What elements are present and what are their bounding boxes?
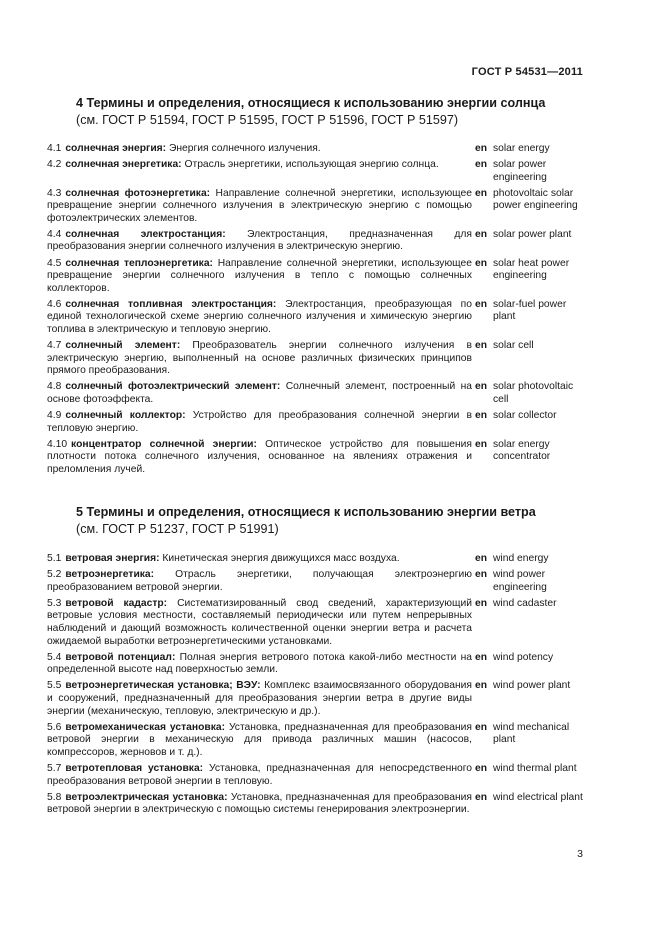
english-equivalent: photovoltaic solar power engineering xyxy=(493,187,578,212)
term-entry xyxy=(47,722,587,760)
term-definition-text: Установка, предназначенная для преобразования ветровой энергии в электрическую с помощью системы генерирования электроэнергии. xyxy=(47,791,472,816)
language-code: en xyxy=(475,187,488,199)
term-name: солнечный фотоэлектрический элемент: xyxy=(65,381,281,393)
language-code: en xyxy=(475,680,488,692)
term-name: концентратор солнечной энергии: xyxy=(71,438,257,450)
page-number: 3 xyxy=(577,848,583,860)
section-4-term-list xyxy=(47,143,587,480)
term-number: 5.3 xyxy=(47,597,62,609)
term-definition-text: Комплекс взаимосвязанного оборудования и сооружений, предназначенный для преобразования энергии ветра в другие виды энергии (механическую, тепловую, электрическую и др.). xyxy=(47,680,472,717)
term-definition-text: Направление солнечной энергетики, использующее превращение энергии солнечного излучения в электрическую энергию с помощью фотоэлектрических элементов. xyxy=(47,187,472,224)
language-code: en xyxy=(475,228,488,240)
term-entry xyxy=(47,792,587,817)
term-number: 4.1 xyxy=(47,143,62,154)
term-number: 5.5 xyxy=(47,680,62,692)
term-definition-block xyxy=(47,792,472,817)
term-entry xyxy=(47,159,587,184)
language-code: en xyxy=(475,762,488,774)
term-definition-text: Полная энергия ветрового потока какой-либо местности на определенной высоте над поверхностью земли. xyxy=(47,651,472,676)
term-definition-text: Солнечный элемент, построенный на основе фотоэффекта. xyxy=(47,381,472,405)
english-equivalent: wind mechanical plant xyxy=(493,721,570,746)
term-number: 4.5 xyxy=(47,257,62,269)
term-definition-block xyxy=(47,763,472,788)
document-header: ГОСТ Р 54531—2011 xyxy=(471,66,583,78)
term-name: ветровая энергия: xyxy=(65,553,160,564)
language-code: en xyxy=(475,410,488,422)
language-code: en xyxy=(475,791,488,803)
term-number: 5.1 xyxy=(47,553,62,564)
english-equivalent: wind power plant xyxy=(493,680,571,692)
term-entry xyxy=(47,188,587,226)
term-entry xyxy=(47,680,587,718)
english-equivalent: solar cell xyxy=(493,340,534,352)
language-code: en xyxy=(475,381,488,393)
term-name: солнечный элемент: xyxy=(65,340,181,352)
term-definition-block xyxy=(47,598,472,648)
term-number: 4.6 xyxy=(47,298,62,310)
english-equivalent: wind energy xyxy=(493,553,549,564)
english-equivalent: solar heat power engineering xyxy=(493,257,570,282)
term-entry xyxy=(47,299,587,337)
term-entry xyxy=(47,143,587,156)
term-name: ветроэлектрическая установка: xyxy=(65,791,228,803)
language-code: en xyxy=(475,340,488,352)
term-number: 5.2 xyxy=(47,569,62,581)
term-definition-block xyxy=(47,340,472,378)
term-definition-text: Отрасль энергетики, получающая электроэнергию преобразованием ветровой энергии. xyxy=(47,569,472,593)
english-equivalent: solar photovoltaic cell xyxy=(493,381,574,405)
term-definition-block xyxy=(47,258,472,296)
term-entry xyxy=(47,410,587,435)
language-code: en xyxy=(475,553,488,564)
term-definition-text: Направление солнечной энергетики, использующее превращение энергии солнечного излучения в тепло с помощью солнечных коллекторов. xyxy=(47,257,472,294)
term-entry xyxy=(47,439,587,477)
term-number: 4.7 xyxy=(47,340,62,352)
term-definition-block xyxy=(47,159,472,172)
english-equivalent: wind thermal plant xyxy=(493,762,577,774)
english-equivalent: solar energy concentrator xyxy=(493,438,551,463)
term-definition-text: Оптическое устройство для повышения плотности потока солнечного излучения, основанное на явлениях отражения и преломления лучей. xyxy=(47,438,472,475)
term-name: солнечная электростанция: xyxy=(65,228,226,240)
term-definition-block xyxy=(47,439,472,477)
term-entry xyxy=(47,598,587,648)
term-definition-block xyxy=(47,188,472,226)
language-code: en xyxy=(475,298,488,310)
term-definition-block xyxy=(47,143,472,156)
language-code: en xyxy=(475,597,488,609)
term-name: ветромеханическая установка: xyxy=(65,721,226,733)
term-number: 5.6 xyxy=(47,721,62,733)
term-number: 4.9 xyxy=(47,410,62,422)
term-name: ветровой потенциал: xyxy=(65,651,176,663)
term-definition-text: Систематизированный свод сведений, характеризующий ветровые условия местности, составляемый периодически или путем непрерывных наблюдений и дающий возможность количественной оценки энергии ветра и расчета ожидаемой выработки ветроэнергетическими установками. xyxy=(47,597,472,647)
term-entry xyxy=(47,652,587,677)
language-code: en xyxy=(475,721,488,733)
term-name: солнечная энергетика: xyxy=(65,159,182,171)
term-definition-block xyxy=(47,299,472,337)
term-name: солнечная теплоэнергетика: xyxy=(65,257,213,269)
english-equivalent: solar collector xyxy=(493,410,557,422)
term-name: ветровой кадастр: xyxy=(65,597,168,609)
term-number: 5.4 xyxy=(47,651,62,663)
term-number: 4.10 xyxy=(47,438,68,450)
term-number: 4.3 xyxy=(47,187,62,199)
term-number: 5.7 xyxy=(47,762,62,774)
term-definition-block xyxy=(47,652,472,677)
term-entry xyxy=(47,763,587,788)
term-name: ветроэнергетика: xyxy=(65,569,155,581)
term-definition-block xyxy=(47,410,472,435)
term-definition-text: Отрасль энергетики, использующая энергию солнца. xyxy=(184,159,439,171)
term-definition-text: Устройство для преобразования солнечной энергии в тепловую энергию. xyxy=(47,410,472,434)
language-code: en xyxy=(475,257,488,269)
term-definition-block xyxy=(47,553,472,566)
term-definition-block xyxy=(47,680,472,718)
english-equivalent: wind electrical plant xyxy=(493,791,583,803)
english-equivalent: solar-fuel power plant xyxy=(493,298,567,323)
language-code: en xyxy=(475,569,488,581)
term-definition-block xyxy=(47,381,472,406)
term-name: ветроэнергетическая установка; ВЭУ: xyxy=(65,680,261,692)
term-entry xyxy=(47,569,587,594)
term-definition-text: Электростанция, предназначенная для преобразования энергии солнечного излучения в электрическую энергию. xyxy=(47,228,472,253)
english-equivalent: wind power engineering xyxy=(493,569,547,593)
term-definition-block xyxy=(47,569,472,594)
term-number: 4.4 xyxy=(47,228,62,240)
language-code: en xyxy=(475,438,488,450)
section-5-term-list xyxy=(47,553,587,820)
section-5-heading xyxy=(76,504,596,538)
english-equivalent: solar power plant xyxy=(493,228,572,240)
term-number: 5.8 xyxy=(47,791,62,803)
term-entry xyxy=(47,340,587,378)
term-definition-text: Установка, предназначенная для преобразования ветровой энергии в механическую для привода различных машин (насосов, компрессоров, жерновов и т. д.). xyxy=(47,721,472,758)
language-code: en xyxy=(475,159,488,171)
term-entry xyxy=(47,229,587,254)
term-name: ветротепловая установка: xyxy=(65,762,204,774)
term-definition-text: Электростанция, преобразующая по единой технологической схеме энергию солнечного излучения и химическую энергию топлива в электрическую и тепловую энергию. xyxy=(47,298,472,336)
term-number: 4.2 xyxy=(47,159,62,171)
term-number: 4.8 xyxy=(47,381,62,393)
term-name: солнечный коллектор: xyxy=(65,410,186,422)
english-equivalent: solar power engineering xyxy=(493,159,547,183)
section-title: 4 Термины и определения, относящиеся к использованию энергии солнца xyxy=(76,96,546,110)
language-code: en xyxy=(475,651,488,663)
term-name: солнечная фотоэнергетика: xyxy=(65,187,211,199)
term-definition-text: Кинетическая энергия движущихся масс воздуха. xyxy=(162,553,400,564)
english-equivalent: wind potency xyxy=(493,651,554,663)
term-definition-block xyxy=(47,229,472,254)
term-name: солнечная топливная электростанция: xyxy=(65,298,277,310)
section-subtitle: (см. ГОСТ Р 51237, ГОСТ Р 51991) xyxy=(76,522,279,536)
term-definition-text: Энергия солнечного излучения. xyxy=(168,143,321,154)
term-definition-block xyxy=(47,722,472,760)
language-code: en xyxy=(475,143,488,154)
term-entry xyxy=(47,553,587,566)
section-4-heading xyxy=(76,95,596,129)
english-equivalent: wind cadaster xyxy=(493,597,557,609)
term-definition-text: Преобразователь энергии солнечного излучения в электрическую энергию, выполненный на основе различных физических принципов прямого преобразования. xyxy=(47,340,472,377)
english-equivalent: solar energy xyxy=(493,143,550,154)
section-subtitle: (см. ГОСТ Р 51594, ГОСТ Р 51595, ГОСТ Р 51596, ГОСТ Р 51597) xyxy=(76,113,459,127)
term-entry xyxy=(47,381,587,406)
term-definition-text: Установка, предназначенная для непосредственного преобразования ветровой энергии в тепловую. xyxy=(47,762,472,787)
term-entry xyxy=(47,258,587,296)
term-name: солнечная энергия: xyxy=(65,143,167,154)
section-title: 5 Термины и определения, относящиеся к использованию энергии ветра xyxy=(76,505,536,519)
